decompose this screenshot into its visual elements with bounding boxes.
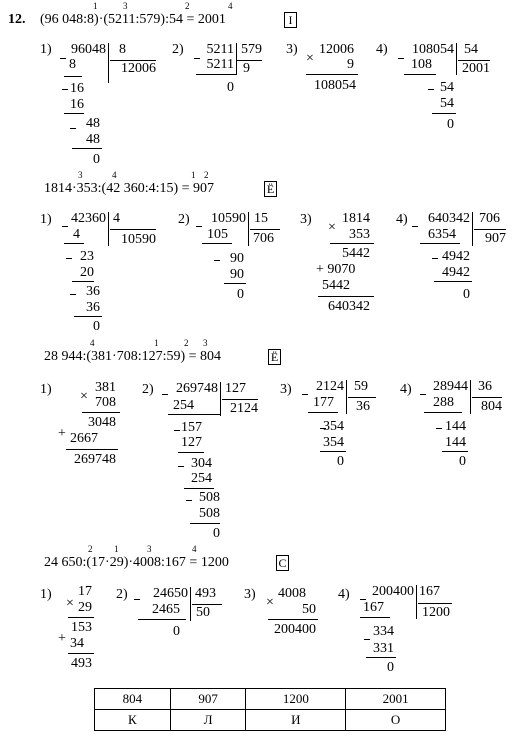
digits: 4942 [442,249,470,264]
digits: 5442 [322,278,350,293]
digits: 5211 [206,42,234,57]
task-number: 12. [8,12,26,27]
digits: 15 [254,211,268,226]
rule-line [364,639,370,640]
digits: 48 [86,116,100,131]
digits: 3048 [88,415,116,430]
item-label: 4) [376,42,388,57]
item-label: 3) [300,212,312,227]
rule-line [110,229,156,230]
rule-line [268,619,318,620]
digits: 59 [354,379,368,394]
answer-table [94,688,446,731]
rule-line [348,397,376,398]
answer-letter-cell: И [246,710,346,731]
rule-line [202,243,232,244]
division-bar [236,43,237,75]
digits: 29 [78,600,92,615]
order-mark: 1 [93,1,98,11]
order-mark: 1 [114,544,119,554]
item-label: 2) [172,42,184,57]
digits: 36 [356,399,370,414]
rule-line [420,394,426,395]
rule-line [412,226,418,227]
rule-line [70,128,76,129]
rule-line [62,89,68,90]
rule-line [474,229,506,230]
digits: 167 [363,600,384,615]
digits: 9 [347,57,354,72]
digits: 6354 [428,227,456,242]
item-label: 2) [116,587,128,602]
digits: 0 [337,454,344,469]
division-bar [220,382,221,416]
rule-line [330,243,374,244]
digits: 579 [241,42,262,57]
answer-number-cell: 2001 [346,689,446,710]
digits: 16 [70,81,84,96]
block-expression: 28 944:(381·708:127:59) = 804 [44,349,222,364]
rule-line [320,451,346,452]
digits: 640342 [428,211,470,226]
digits: 2124 [316,379,344,394]
digits: 0 [93,152,100,167]
digits: 353 [349,227,370,242]
digits: 1814 [342,211,370,226]
rule-line [418,603,452,604]
rule-line [318,296,374,297]
digits: 144 [445,419,466,434]
digits: 0 [387,660,394,675]
digits: 10590 [121,232,156,247]
digits: 20 [80,265,94,280]
order-mark: 2 [204,170,209,180]
rule-line [424,412,462,413]
digits: 108054 [412,42,454,57]
digits: 23 [80,249,94,264]
digits: 105 [207,227,228,242]
item-label: 4) [400,382,412,397]
item-label: 3) [244,587,256,602]
task-expression: (96 048:8)·(5211:579):54 = 2001 [40,12,226,27]
digits: 706 [253,231,274,246]
rule-line [134,599,140,600]
rule-line [138,619,186,620]
rule-line [68,653,94,654]
digits: 708 [95,395,116,410]
block-expression: 24 650:(17·29)·4008:167 = 1200 [44,555,229,570]
digits: 144 [445,435,466,450]
digits: 254 [191,471,212,486]
digits: 153 [71,620,92,635]
digits: 354 [323,435,344,450]
rule-line [404,74,436,75]
rule-line [214,260,220,261]
digits: 0 [227,80,234,95]
digits: 54 [464,42,478,57]
rule-line [442,451,468,452]
digits: 907 [485,231,506,246]
rule-line [196,226,202,227]
digits: 200400 [274,622,316,637]
digits: 108054 [314,78,356,93]
digits: 17 [78,584,92,599]
item-label: 2) [178,212,190,227]
rule-line [436,428,442,429]
rule-line [366,657,396,658]
digits: 706 [479,211,500,226]
digits: 0 [459,454,466,469]
rule-line [432,113,456,114]
digits: 0 [93,319,100,334]
rule-line [168,414,220,415]
rule-line [74,316,102,317]
digits: 304 [191,456,212,471]
digits: 2465 [152,602,180,617]
digits: 0 [447,117,454,132]
digits: 331 [373,641,394,656]
division-bar [472,212,473,246]
rule-line [360,617,390,618]
digits: 5211 [206,57,234,72]
digits: 804 [481,399,502,414]
times-sign: × [66,596,74,611]
digits: 16 [70,97,84,112]
rule-line [472,397,502,398]
rule-line [70,294,76,295]
item-label: 1) [40,382,52,397]
answer-letter-box: Ë [264,181,277,197]
rule-line [196,74,236,75]
answer-letter-box: І [284,12,297,28]
digits: 127 [181,435,202,450]
digits: 42360 [71,211,106,226]
digits: 2001 [462,61,490,76]
rule-line [64,243,84,244]
rule-line [64,76,82,77]
item-label: 3) [280,382,292,397]
digits: 288 [433,395,454,410]
digits: 493 [195,586,216,601]
rule-line [72,281,94,282]
rule-line [420,243,460,244]
digits: 96048 [71,42,106,57]
digits: 127 [225,381,246,396]
digits: 54 [440,96,454,111]
rule-line [178,452,204,453]
partial-product: + 9070 [316,262,356,277]
division-bar [456,43,457,75]
digits: 2667 [70,431,98,446]
division-bar [346,380,347,414]
rule-line [174,430,180,431]
digits: 508 [199,490,220,505]
rule-line [186,500,192,501]
order-mark: 2 [88,544,93,554]
rule-line [432,258,438,259]
times-sign: × [306,51,314,66]
digits: 50 [196,605,210,620]
item-label: 1) [40,587,52,602]
order-mark: 3 [203,338,208,348]
digits: 12006 [121,61,156,76]
digits: 48 [86,132,100,147]
rule-line [62,226,68,227]
item-label: 2) [142,382,154,397]
rule-line [250,229,280,230]
rule-line [60,58,66,59]
order-mark: 4 [192,544,197,554]
item-label: 3) [286,42,298,57]
rule-line [302,394,308,395]
rule-line [308,412,338,413]
rule-line [222,399,258,400]
rule-line [184,488,214,489]
digits: 177 [313,395,334,410]
digits: 9 [243,61,250,76]
digits: 0 [213,526,220,541]
digits: 4008 [278,586,306,601]
digits: 269748 [74,452,116,467]
digits: 4942 [442,265,470,280]
order-mark: 2 [185,1,190,11]
answer-number-cell: 804 [95,689,171,710]
answer-number-cell: 907 [170,689,246,710]
digits: 381 [95,380,116,395]
item-label: 4) [338,587,350,602]
digits: 50 [302,602,316,617]
digits: 4 [73,227,80,242]
rule-line [190,523,220,524]
digits: 90 [230,267,244,282]
times-sign: × [80,389,88,404]
digits: 167 [419,584,440,599]
digits: 1200 [422,605,450,620]
digits: 108 [411,57,432,72]
digits: 36 [86,300,100,315]
division-bar [108,43,109,83]
rule-line [398,58,404,59]
rule-line [64,113,84,114]
digits: 12006 [319,42,354,57]
order-mark: 3 [78,170,83,180]
rule-line [428,89,434,90]
digits: 354 [323,419,344,434]
digits: 0 [173,624,180,639]
order-mark: 1 [154,338,159,348]
times-sign: × [328,220,336,235]
answer-numbers-row [95,689,446,710]
order-mark: 3 [147,544,152,554]
answer-letter-cell: Л [170,710,246,731]
order-mark: 4 [90,338,95,348]
digits: 254 [173,398,194,413]
rule-line [434,281,472,282]
item-label: 4) [396,212,408,227]
division-bar [108,212,109,246]
order-mark: 3 [123,1,128,11]
rule-line [194,58,200,59]
digits: 8 [69,57,76,72]
order-mark: 1 [191,170,196,180]
rule-line [162,394,168,395]
answer-letter-box: Ë [268,349,281,365]
rule-line [224,283,246,284]
digits: 200400 [372,584,414,599]
order-mark: 2 [184,338,189,348]
plus-sign: + [58,426,66,441]
digits: 334 [373,624,394,639]
rule-line [82,412,120,413]
rule-line [68,617,94,618]
division-bar [190,587,191,621]
division-bar [470,380,471,414]
order-mark: 4 [112,170,117,180]
digits: 36 [478,379,492,394]
digits: 508 [199,506,220,521]
rule-line [178,466,184,467]
item-label: 1) [40,212,52,227]
answer-number-cell: 1200 [246,689,346,710]
answer-letter-cell: О [346,710,446,731]
digits: 493 [71,656,92,671]
digits: 36 [86,284,100,299]
digits: 2124 [230,401,258,416]
digits: 5442 [342,246,370,261]
item-label: 1) [40,42,52,57]
block-expression: 1814·353:(42 360:4:15) = 907 [44,181,215,196]
rule-line [72,148,102,149]
rule-line [66,258,72,259]
digits: 4 [113,211,120,226]
digits: 640342 [328,299,370,314]
digits: 54 [440,80,454,95]
digits: 8 [119,42,126,57]
division-bar [416,585,417,619]
answer-letter-box: С [276,555,289,571]
digits: 0 [237,287,244,302]
plus-sign: + [58,631,66,646]
digits: 24650 [153,586,188,601]
answer-letter-cell: К [95,710,171,731]
digits: 269748 [176,381,218,396]
times-sign: × [266,595,274,610]
digits: 157 [181,420,202,435]
rule-line [66,449,118,450]
digits: 28944 [433,379,468,394]
rule-line [306,74,358,75]
digits: 0 [463,287,470,302]
answer-letters-row [95,710,446,731]
digits: 34 [70,636,84,651]
order-mark: 4 [228,1,233,11]
digits: 10590 [211,211,246,226]
division-bar [248,212,249,246]
digits: 90 [230,251,244,266]
